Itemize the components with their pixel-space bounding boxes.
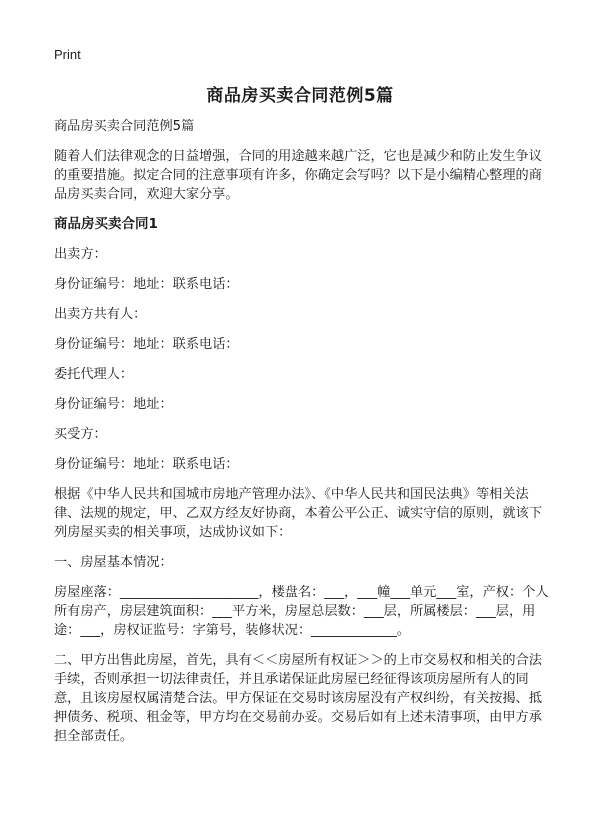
- section-one-heading: 一、房屋基本情况：: [54, 555, 173, 570]
- print-link[interactable]: Print: [54, 47, 81, 62]
- co-owner-id-line: 身份证编号：地址：联系电话：: [54, 337, 239, 352]
- seller-line: 出卖方：: [54, 247, 107, 262]
- section-heading-contract-1: 商品房买卖合同1: [54, 216, 158, 232]
- intro-paragraph: 随着人们法律观念的日益增强，合同的用途越来越广泛，它也是减少和防止发生争议的重要措施。拟定合同的注意事项有许多，你确定会写吗？以下是小编精心整理的商品房买卖合同，欢迎大家分享。: [54, 149, 542, 202]
- document-body: [54, 117, 550, 757]
- section-two-paragraph: 二、甲方出售此房屋，首先，具有＜＜房屋所有权证＞＞的上市交易权和相关的合法手续，否则承担一切法律责任，并且承诺保证此房屋已经征得该项房屋所有人的同意，且该房屋权属清楚合法。甲方保证在交易时该房屋没有产权纠纷，有关按揭、抵押债务、税项、租金等，甲方均在交易前办妥。交易后如有上述未清事项，由甲方承担全部责任。: [54, 653, 542, 744]
- buyer-id-line: 身份证编号：地址：联系电话：: [54, 457, 239, 472]
- property-details-paragraph: 房屋座落：_____________________，楼盘名：___，___幢___单元___室，产权：个人所有房产，房层建筑面积：___平方米，房屋总层数：___层，所属楼层：___层，用途：___，房权证监号：字第号，装修状况：_____________。: [54, 585, 549, 638]
- seller-id-line: 身份证编号：地址：联系电话：: [54, 277, 239, 292]
- document-title: 商品房买卖合同范例5篇: [206, 86, 394, 106]
- agent-line: 委托代理人：: [54, 367, 134, 382]
- agent-id-line: 身份证编号：地址：: [54, 397, 173, 412]
- legal-basis-paragraph: 根据《中华人民共和国城市房地产管理办法》、《中华人民共和国民法典》等相关法律、法规的规定，甲、乙双方经友好协商，本着公平公正、诚实守信的原则，就该下列房屋买卖的相关事项，达成协议如下：: [54, 487, 542, 540]
- buyer-line: 买受方：: [54, 427, 107, 442]
- co-owner-line: 出卖方共有人：: [54, 307, 147, 322]
- intro-title-line: 商品房买卖合同范例5篇: [54, 119, 195, 134]
